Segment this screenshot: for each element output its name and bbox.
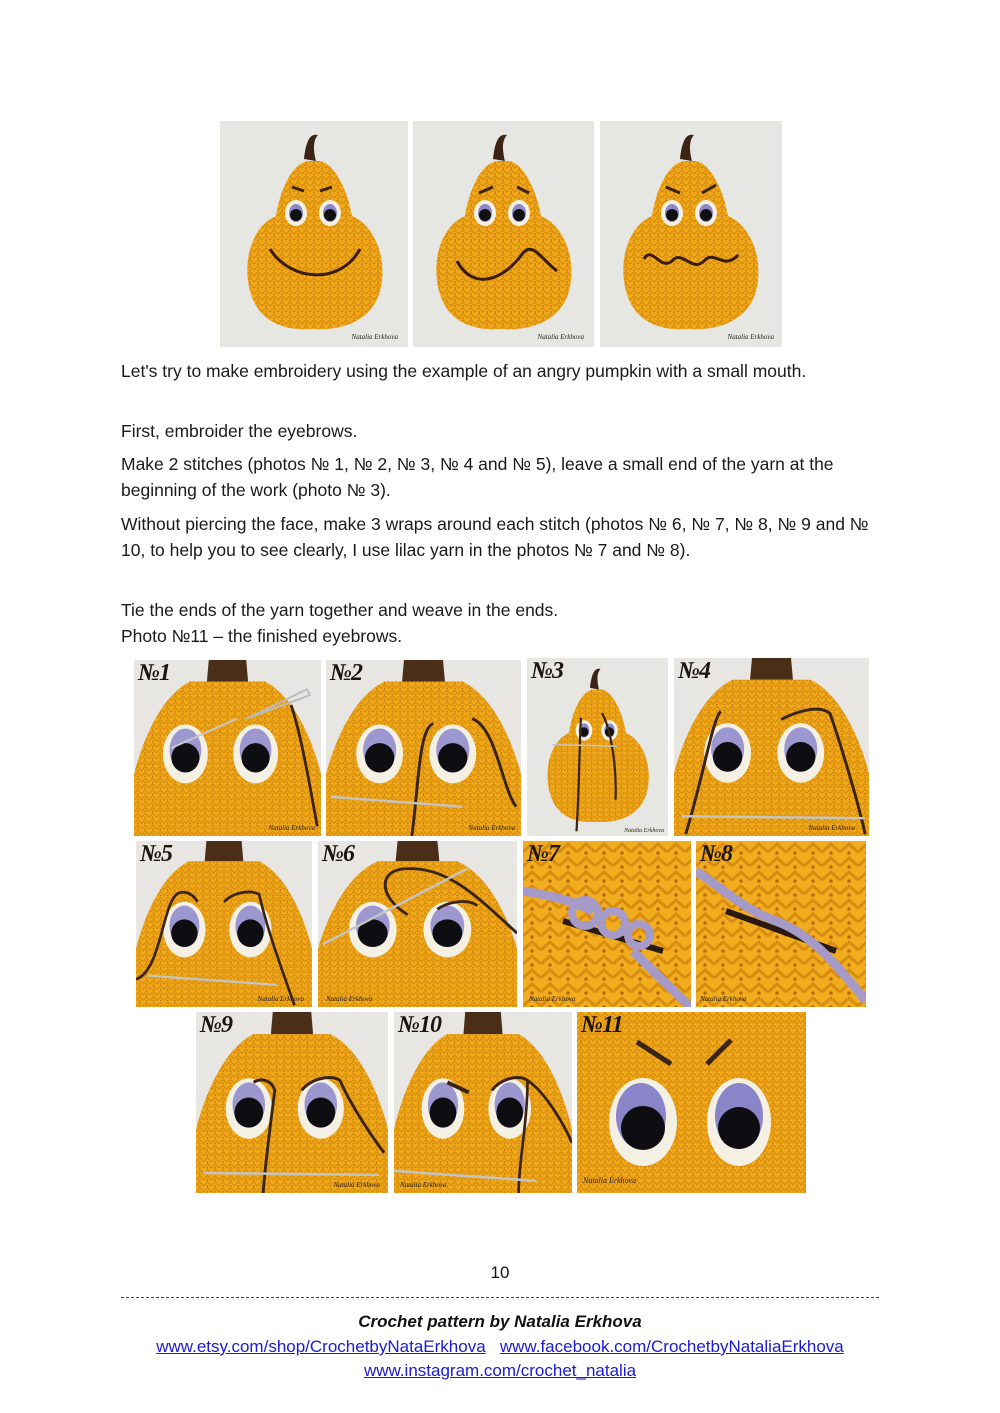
step-label: №8 <box>700 841 732 867</box>
step-label: №5 <box>140 841 172 867</box>
instagram-link[interactable]: www.instagram.com/crochet_natalia <box>363 1361 637 1380</box>
page-number: 10 <box>490 1263 510 1282</box>
footer-divider <box>121 1297 879 1298</box>
step-photo-4 <box>674 658 869 836</box>
watermark: Natalia Erkhova <box>326 995 373 1003</box>
caption-finished-eyebrows: Photo №11 – the finished eyebrows. <box>121 626 403 646</box>
footer-instagram-row <box>0 1361 1000 1381</box>
instruction-stitches: Make 2 stitches (photos № 1, № 2, № 3, № 4 and № 5), leave a small end of the yarn at the beginning of the work (photo № 3). <box>121 454 834 500</box>
step-label: №4 <box>678 658 710 684</box>
step-photo-9 <box>196 1012 388 1193</box>
top-photo-sad-pumpkin <box>413 121 594 347</box>
step-label: №7 <box>527 841 559 867</box>
top-photo-smiling-pumpkin <box>220 121 408 347</box>
step-photo-3 <box>527 658 668 836</box>
step-label: №2 <box>330 660 362 686</box>
instruction-wraps: Without piercing the face, make 3 wraps around each stitch (photos № 6, № 7, № 8, № 9 and № 10, to help you to see clearly, I use lilac yarn in the photos № 7 and № 8). <box>121 514 869 560</box>
watermark: Natalia Erkhova <box>624 828 664 834</box>
watermark: Natalia Erkhova <box>351 333 398 341</box>
step-label: №11 <box>581 1012 623 1038</box>
footer-credit: Crochet pattern by Natalia Erkhova <box>358 1312 642 1331</box>
step-label: №3 <box>531 658 563 684</box>
watermark: Natalia Erkhova <box>257 995 304 1003</box>
instruction-eyebrows: First, embroider the eyebrows. <box>121 421 358 441</box>
top-photo-angry-pumpkin <box>600 121 782 347</box>
instruction-tie-ends: Tie the ends of the yarn together and weave in the ends. <box>121 600 559 620</box>
step-label: №6 <box>322 841 354 867</box>
facebook-link[interactable]: www.facebook.com/CrochetbyNataliaErkhova <box>499 1337 844 1356</box>
step-photo-1 <box>134 660 321 836</box>
watermark: Natalia Erkhova <box>468 824 515 832</box>
step-photo-8 <box>696 841 866 1007</box>
step-label: №9 <box>200 1012 232 1038</box>
step-photo-7 <box>523 841 691 1007</box>
step-photo-11-finished-eyebrows <box>577 1012 806 1193</box>
intro-paragraph: Let's try to make embroidery using the example of an angry pumpkin with a small mouth. <box>121 361 807 381</box>
step-label: №1 <box>138 660 170 686</box>
watermark: Natalia Erkhova <box>808 824 855 832</box>
watermark: Natalia Erkhova <box>700 995 747 1003</box>
watermark: Natalia Erkhova <box>537 333 584 341</box>
etsy-link[interactable]: www.etsy.com/shop/CrochetbyNataErkhova <box>156 1337 486 1356</box>
footer-links-row <box>0 1337 1000 1357</box>
watermark: Natalia Erkhova <box>583 1176 637 1185</box>
step-photo-5 <box>136 841 312 1007</box>
watermark: Natalia Erkhova <box>268 824 315 832</box>
watermark: Natalia Erkhova <box>333 1181 380 1189</box>
watermark: Natalia Erkhova <box>727 333 774 341</box>
step-label: №10 <box>398 1012 441 1038</box>
step-photo-6 <box>318 841 517 1007</box>
step-photo-2 <box>326 660 521 836</box>
watermark: Natalia Erkhova <box>529 995 576 1003</box>
watermark: Natalia Erkhova <box>400 1181 447 1189</box>
step-photo-10 <box>394 1012 572 1193</box>
